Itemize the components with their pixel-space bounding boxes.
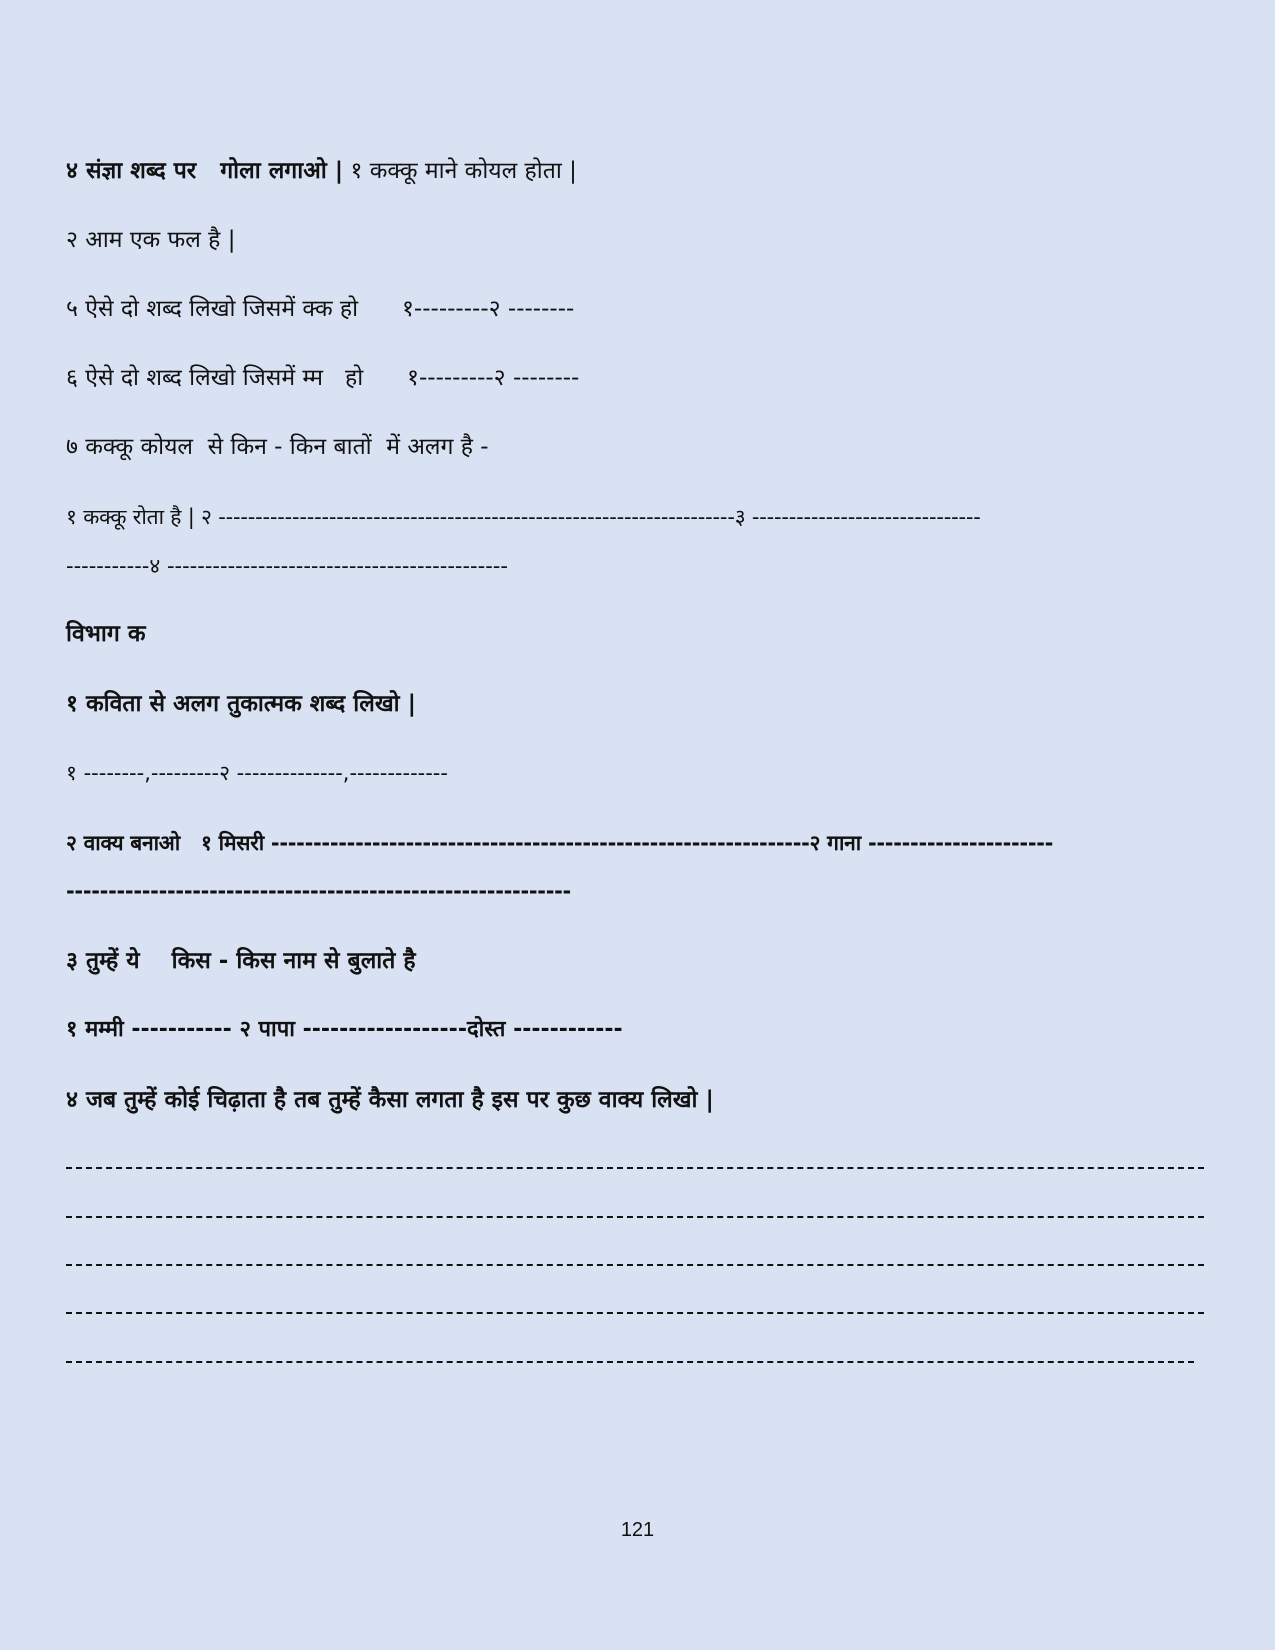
section-question-1: १ कविता से अलग तुकात्मक शब्द लिखो | bbox=[66, 691, 416, 717]
question-4-instruction: ४ संज्ञा शब्द पर गोला लगाओ | bbox=[66, 158, 344, 184]
answer-line bbox=[66, 1216, 1204, 1218]
question-6: ६ ऐसे दो शब्द लिखो जिसमें म्म हो १---------२ -------- bbox=[66, 365, 580, 391]
section-question-3: ३ तुम्हें ये किस - किस नाम से बुलाते है bbox=[66, 948, 416, 974]
question-4-sentence-2: २ आम एक फल है | bbox=[66, 227, 236, 253]
question-7-answer-line-2: -----------४ --------------------------------------------- bbox=[66, 554, 508, 578]
question-7: ७ कक्कू कोयल से किन - किन बातों में अलग है - bbox=[66, 434, 489, 460]
question-4-sentence-1: १ कक्कू माने कोयल होता | bbox=[343, 158, 577, 184]
page-number: 121 bbox=[620, 1519, 655, 1541]
question-5: ५ ऐसे दो शब्द लिखो जिसमें क्क हो १---------२ -------- bbox=[66, 296, 575, 322]
question-4-line bbox=[66, 156, 577, 186]
answer-line bbox=[66, 1361, 1194, 1363]
section-question-3-answer: १ मम्मी ----------- २ पापा ------------------दोस्त ------------ bbox=[66, 1017, 623, 1042]
answer-line bbox=[66, 1264, 1204, 1266]
answer-line bbox=[66, 1312, 1204, 1314]
section-question-1-answer: १ --------,---------२ --------------,------------- bbox=[66, 761, 448, 785]
section-question-2-continuation: ------------------------------------------------------------ bbox=[66, 879, 571, 903]
section-question-2: २ वाक्य बनाओ १ मिसरी ----------------------------------------------------------------२ गाना ---------------------- bbox=[66, 831, 1054, 855]
answer-line bbox=[66, 1167, 1204, 1169]
question-7-answer-line-1: १ कक्कू रोता है | २ ----------------------------------------------------------------------३ ------------------------------- bbox=[66, 505, 981, 529]
section-question-4: ४ जब तुम्हें कोई चिढ़ाता है तब तुम्हें कैसा लगता है इस पर कुछ वाक्य लिखो | bbox=[66, 1087, 714, 1113]
section-heading: विभाग क bbox=[66, 621, 146, 647]
